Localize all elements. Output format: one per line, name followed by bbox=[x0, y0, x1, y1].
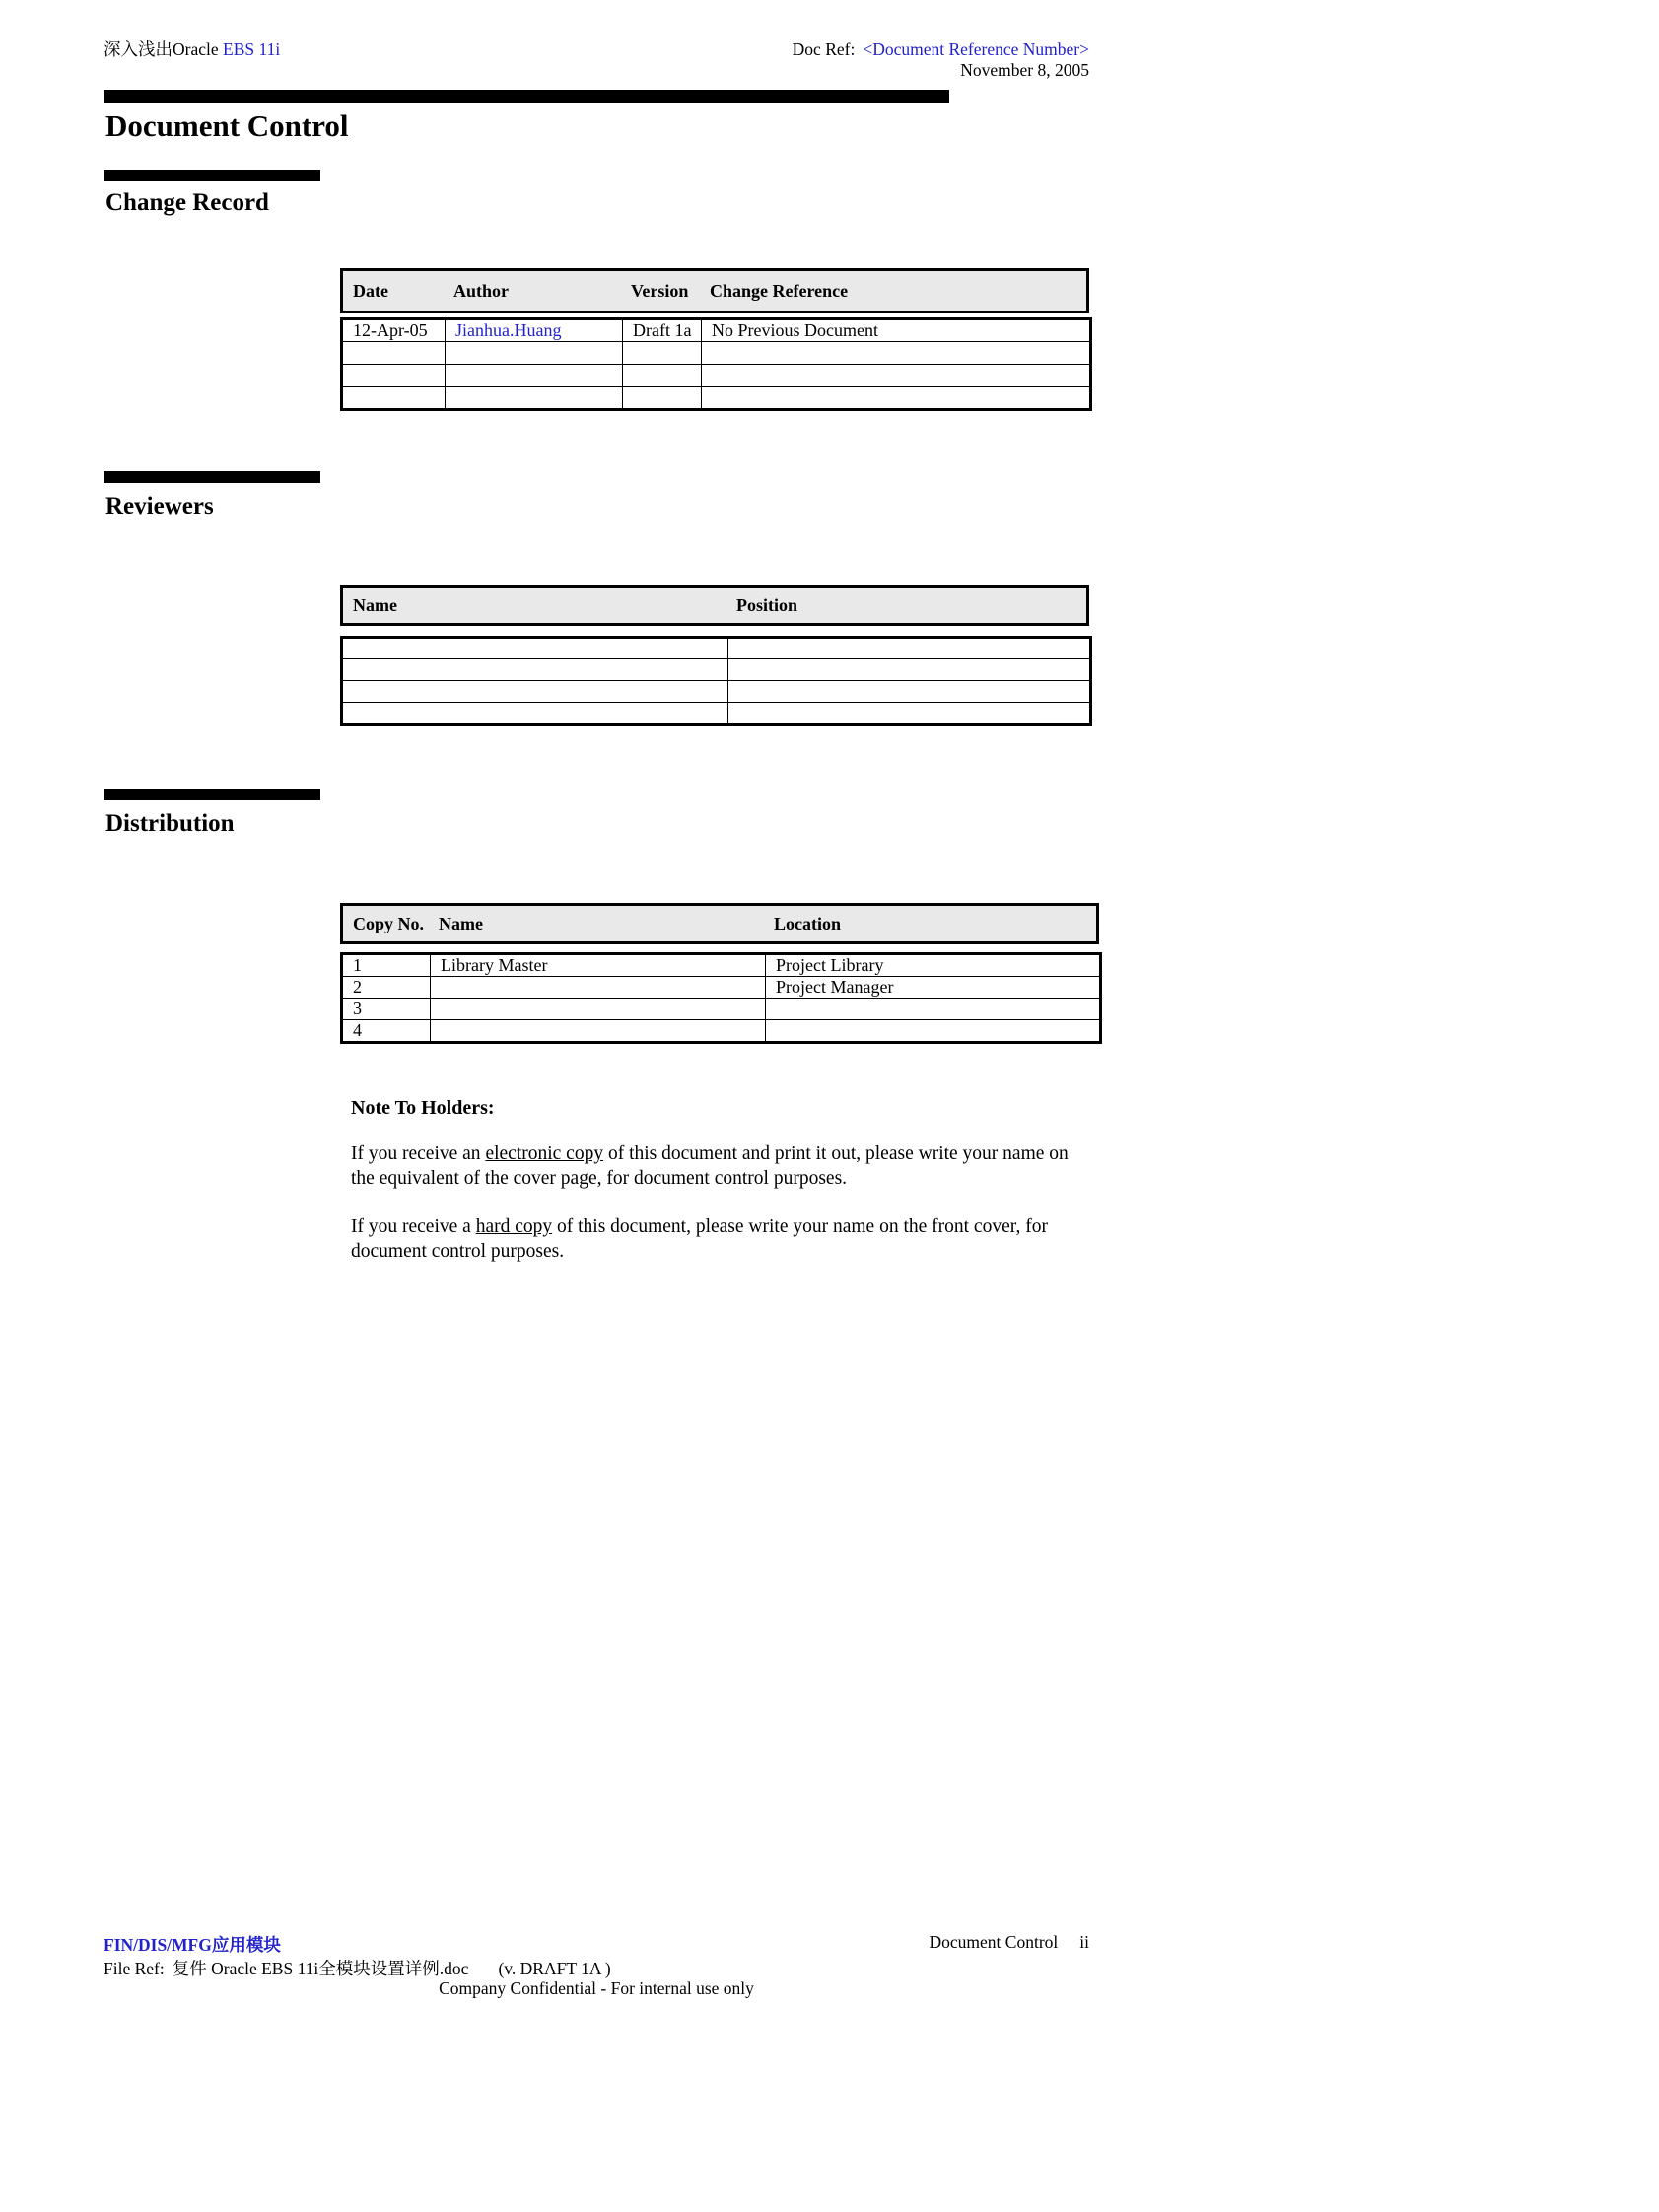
table-cell bbox=[342, 638, 728, 659]
table-row bbox=[342, 681, 1091, 703]
table-cell bbox=[431, 1020, 766, 1043]
change-record-table-header bbox=[340, 268, 1089, 313]
title-divider-bar bbox=[104, 90, 949, 103]
footer-page-number: ii bbox=[1079, 1932, 1089, 1952]
table-cell bbox=[623, 387, 702, 410]
table-row bbox=[342, 319, 1091, 342]
file-ref-version: (v. DRAFT 1A ) bbox=[498, 1959, 611, 1978]
page-title: Document Control bbox=[105, 108, 349, 143]
header-book-title-black: 深入浅出Oracle bbox=[104, 39, 224, 59]
header-doc-ref-line bbox=[793, 39, 1089, 60]
column-header-position: Position bbox=[736, 594, 798, 615]
note-p2-underlined: hard copy bbox=[475, 1216, 553, 1237]
change-record-heading: Change Record bbox=[105, 189, 269, 216]
page-header bbox=[104, 39, 1089, 81]
table-cell: No Previous Document bbox=[702, 319, 1091, 342]
table-row bbox=[342, 703, 1091, 725]
note-p2-pre: If you receive a bbox=[351, 1216, 476, 1237]
table-cell bbox=[342, 387, 446, 410]
note-heading: Note To Holders: bbox=[351, 1097, 495, 1119]
table-cell bbox=[623, 342, 702, 365]
table-cell: Project Library bbox=[766, 954, 1101, 977]
table-row bbox=[342, 365, 1091, 387]
footer-section-block bbox=[930, 1932, 1089, 1957]
table-cell bbox=[342, 703, 728, 725]
table-cell bbox=[446, 342, 623, 365]
table-cell: 1 bbox=[342, 954, 431, 977]
column-header-location: Location bbox=[774, 913, 842, 933]
table-row bbox=[342, 638, 1091, 659]
note-p1-post: of this document and print it out, please write your name on the equivalent of the cover page, for document control purposes. bbox=[351, 1143, 1069, 1189]
reviewers-heading: Reviewers bbox=[105, 493, 214, 519]
table-cell: 12-Apr-05 bbox=[342, 319, 446, 342]
table-cell bbox=[728, 703, 1091, 725]
note-to-holders bbox=[351, 1096, 1096, 1287]
reviewers-table-header bbox=[340, 585, 1089, 626]
table-row bbox=[342, 387, 1091, 410]
table-cell: 3 bbox=[342, 999, 431, 1020]
table-cell bbox=[342, 342, 446, 365]
column-header-name: Name bbox=[439, 913, 483, 933]
table-cell bbox=[702, 365, 1091, 387]
table-cell bbox=[766, 1020, 1101, 1043]
table-cell-author: Jianhua.Huang bbox=[446, 319, 623, 342]
table-row bbox=[342, 659, 1091, 681]
table-cell bbox=[431, 999, 766, 1020]
column-header-copy-no: Copy No. bbox=[353, 913, 425, 933]
change-record-section-bar bbox=[104, 170, 320, 181]
table-cell bbox=[702, 342, 1091, 365]
table-cell bbox=[431, 977, 766, 999]
table-cell: 2 bbox=[342, 977, 431, 999]
table-cell bbox=[728, 638, 1091, 659]
table-cell bbox=[623, 365, 702, 387]
header-date: November 8, 2005 bbox=[960, 60, 1089, 80]
note-p2-post: of this document, please write your name on the front cover, for document control purposes. bbox=[351, 1216, 1048, 1262]
table-row bbox=[342, 999, 1101, 1020]
table-cell: Project Manager bbox=[766, 977, 1101, 999]
table-row bbox=[342, 342, 1091, 365]
column-header-name: Name bbox=[353, 594, 397, 615]
column-header-date: Date bbox=[353, 280, 388, 301]
distribution-section-bar bbox=[104, 789, 320, 800]
table-row bbox=[342, 977, 1101, 999]
table-cell: Draft 1a bbox=[623, 319, 702, 342]
reviewers-section-bar bbox=[104, 471, 320, 483]
footer-line-2 bbox=[104, 1956, 611, 1980]
footer-confidential: Company Confidential - For internal use only bbox=[439, 1978, 754, 1998]
note-paragraph-1 bbox=[351, 1141, 1096, 1191]
table-cell bbox=[446, 387, 623, 410]
header-book-title-blue: EBS 11i bbox=[223, 39, 281, 59]
file-ref-value: 复件 Oracle EBS 11i全模块设置详例.doc bbox=[172, 1959, 469, 1978]
table-cell: Library Master bbox=[431, 954, 766, 977]
table-row bbox=[342, 1020, 1101, 1043]
footer-line-1 bbox=[104, 1932, 1089, 1957]
distribution-heading: Distribution bbox=[105, 810, 235, 837]
table-cell bbox=[342, 365, 446, 387]
table-cell bbox=[766, 999, 1101, 1020]
table-cell bbox=[342, 659, 728, 681]
table-cell bbox=[342, 681, 728, 703]
reviewers-table bbox=[340, 636, 1092, 726]
footer-section-name: Document Control bbox=[929, 1932, 1059, 1952]
file-ref-label: File Ref: bbox=[104, 1959, 165, 1978]
note-paragraph-2 bbox=[351, 1214, 1096, 1264]
distribution-table bbox=[340, 952, 1102, 1044]
table-cell bbox=[446, 365, 623, 387]
footer-modules: FIN/DIS/MFG应用模块 bbox=[104, 1935, 281, 1955]
table-cell bbox=[728, 659, 1091, 681]
distribution-table-header bbox=[340, 903, 1099, 944]
note-p1-underlined: electronic copy bbox=[485, 1143, 604, 1164]
doc-ref-label: Doc Ref: bbox=[792, 39, 856, 59]
column-header-author: Author bbox=[453, 280, 510, 301]
header-book-title bbox=[104, 39, 280, 81]
header-doc-ref-block bbox=[793, 39, 1089, 81]
doc-ref-value: <Document Reference Number> bbox=[863, 39, 1089, 59]
column-header-version: Version bbox=[631, 280, 689, 301]
table-cell: 4 bbox=[342, 1020, 431, 1043]
note-p1-pre: If you receive an bbox=[351, 1143, 486, 1164]
table-cell bbox=[702, 387, 1091, 410]
table-row bbox=[342, 954, 1101, 977]
table-cell bbox=[728, 681, 1091, 703]
change-record-table bbox=[340, 317, 1092, 411]
column-header-change-reference: Change Reference bbox=[710, 280, 849, 301]
